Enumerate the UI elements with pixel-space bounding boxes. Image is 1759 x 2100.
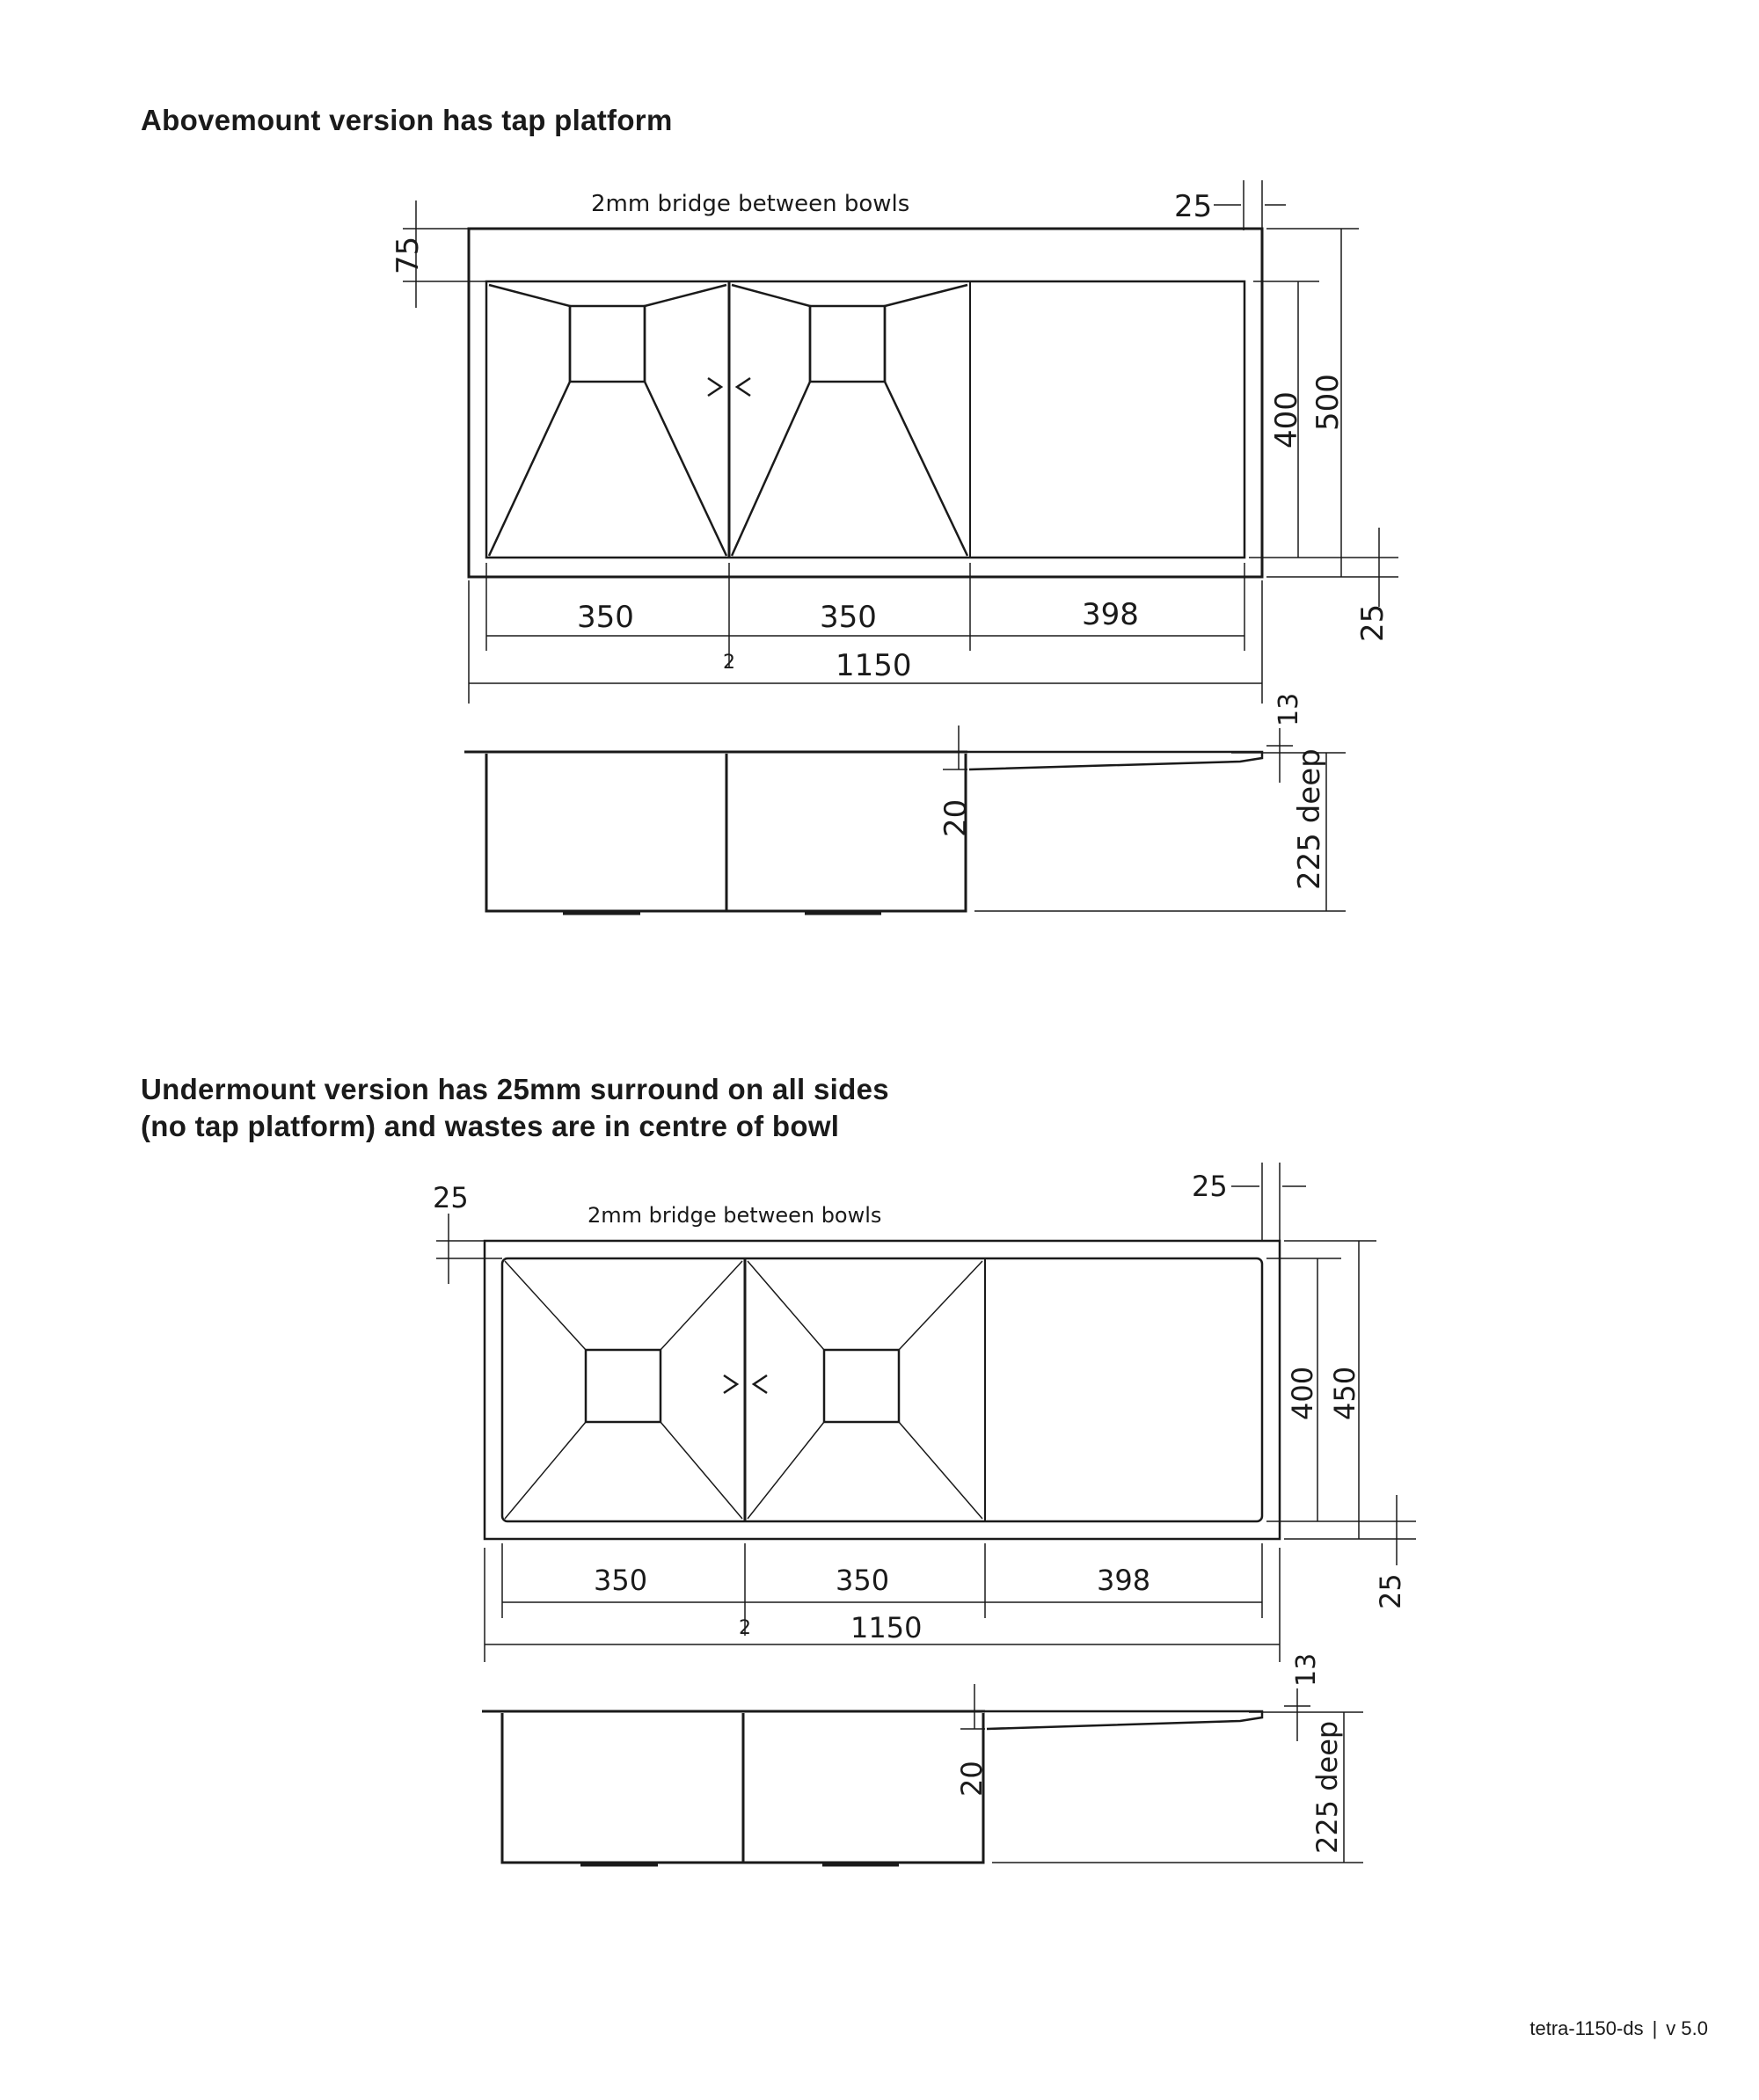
doc-version: v 5.0 — [1666, 2017, 1708, 2039]
document-footer — [1529, 2017, 1708, 2040]
undermount-inner-outline — [502, 1258, 1262, 1521]
undermount-dim-overall-length: 1150 — [850, 1611, 923, 1644]
abovemount-inner-outline — [486, 281, 1244, 558]
undermount-chevron-right — [754, 1375, 767, 1393]
abovemount-right-facets-right — [885, 285, 967, 556]
undermount-dim-edge-right: 25 — [1192, 1170, 1228, 1203]
abovemount-dim-bowl-height: 400 — [1269, 391, 1304, 448]
undermount-dim-drainer: 398 — [1097, 1564, 1151, 1597]
abovemount-dim-bridge: 2 — [723, 652, 735, 674]
abovemount-dim-bowl-left: 350 — [577, 600, 634, 635]
abovemount-dimension-lines — [403, 180, 1398, 704]
undermount-bridge-note: 2mm bridge between bowls — [588, 1203, 882, 1228]
undermount-dim-bottom-edge: 25 — [1374, 1573, 1407, 1609]
undermount-dim-bowl-right: 350 — [836, 1564, 890, 1597]
abovemount-chevron-right — [737, 378, 750, 396]
undermount-dim-overall-height: 450 — [1328, 1366, 1361, 1420]
abovemount-dim-overall-length: 1150 — [836, 648, 912, 683]
undermount-dimension-lines — [436, 1163, 1416, 1662]
abovemount-dim-depth: 225 deep — [1292, 748, 1327, 890]
abovemount-dim-drainer: 398 — [1082, 597, 1139, 632]
undermount-drainer-profile — [985, 1711, 1262, 1729]
undermount-right-waste — [824, 1350, 899, 1422]
abovemount-bridge-note: 2mm bridge between bowls — [591, 191, 910, 217]
abovemount-dim-top-flange: 75 — [390, 236, 426, 274]
undermount-dim-rim-drop: 20 — [955, 1761, 989, 1797]
undermount-heading-line2: (no tap platform) and wastes are in centre of bowl — [141, 1110, 840, 1142]
abovemount-plan — [469, 229, 1262, 577]
abovemount-dim-drainer-step: 13 — [1274, 692, 1304, 726]
undermount-dim-bridge: 2 — [739, 1617, 751, 1639]
abovemount-drainer-profile — [967, 752, 1262, 769]
abovemount-dim-edge-right: 25 — [1174, 189, 1213, 224]
undermount-chevron-left — [724, 1375, 737, 1393]
abovemount-dim-overall-height: 500 — [1310, 374, 1346, 431]
abovemount-right-facets — [732, 285, 810, 556]
abovemount-left-waste — [570, 306, 645, 382]
abovemount-dim-bowl-right: 350 — [820, 600, 877, 635]
abovemount-chevron-left — [708, 378, 721, 396]
undermount-dim-bowl-left: 350 — [594, 1564, 648, 1597]
undermount-dim-drainer-step: 13 — [1291, 1652, 1322, 1687]
abovemount-heading: Abovemount version has tap platform — [141, 104, 673, 136]
abovemount-dim-bottom-edge: 25 — [1355, 603, 1390, 642]
footer-separator: | — [1652, 2017, 1658, 2039]
abovemount-dim-rim-drop: 20 — [938, 798, 974, 837]
undermount-outer-outline — [485, 1241, 1280, 1539]
undermount-heading-line1: Undermount version has 25mm surround on all sides — [141, 1073, 889, 1105]
undermount-side-view — [482, 1684, 1363, 1864]
doc-code: tetra-1150-ds — [1529, 2017, 1644, 2039]
undermount-dim-bowl-height: 400 — [1286, 1366, 1319, 1420]
undermount-plan — [485, 1241, 1280, 1539]
undermount-left-waste — [586, 1350, 661, 1422]
abovemount-right-waste — [810, 306, 885, 382]
abovemount-left-facets — [489, 285, 570, 556]
abovemount-side-view — [464, 726, 1346, 913]
undermount-dim-depth: 225 deep — [1310, 1720, 1344, 1854]
abovemount-left-facets-right — [645, 285, 726, 556]
undermount-dim-edge-top: 25 — [433, 1181, 469, 1214]
